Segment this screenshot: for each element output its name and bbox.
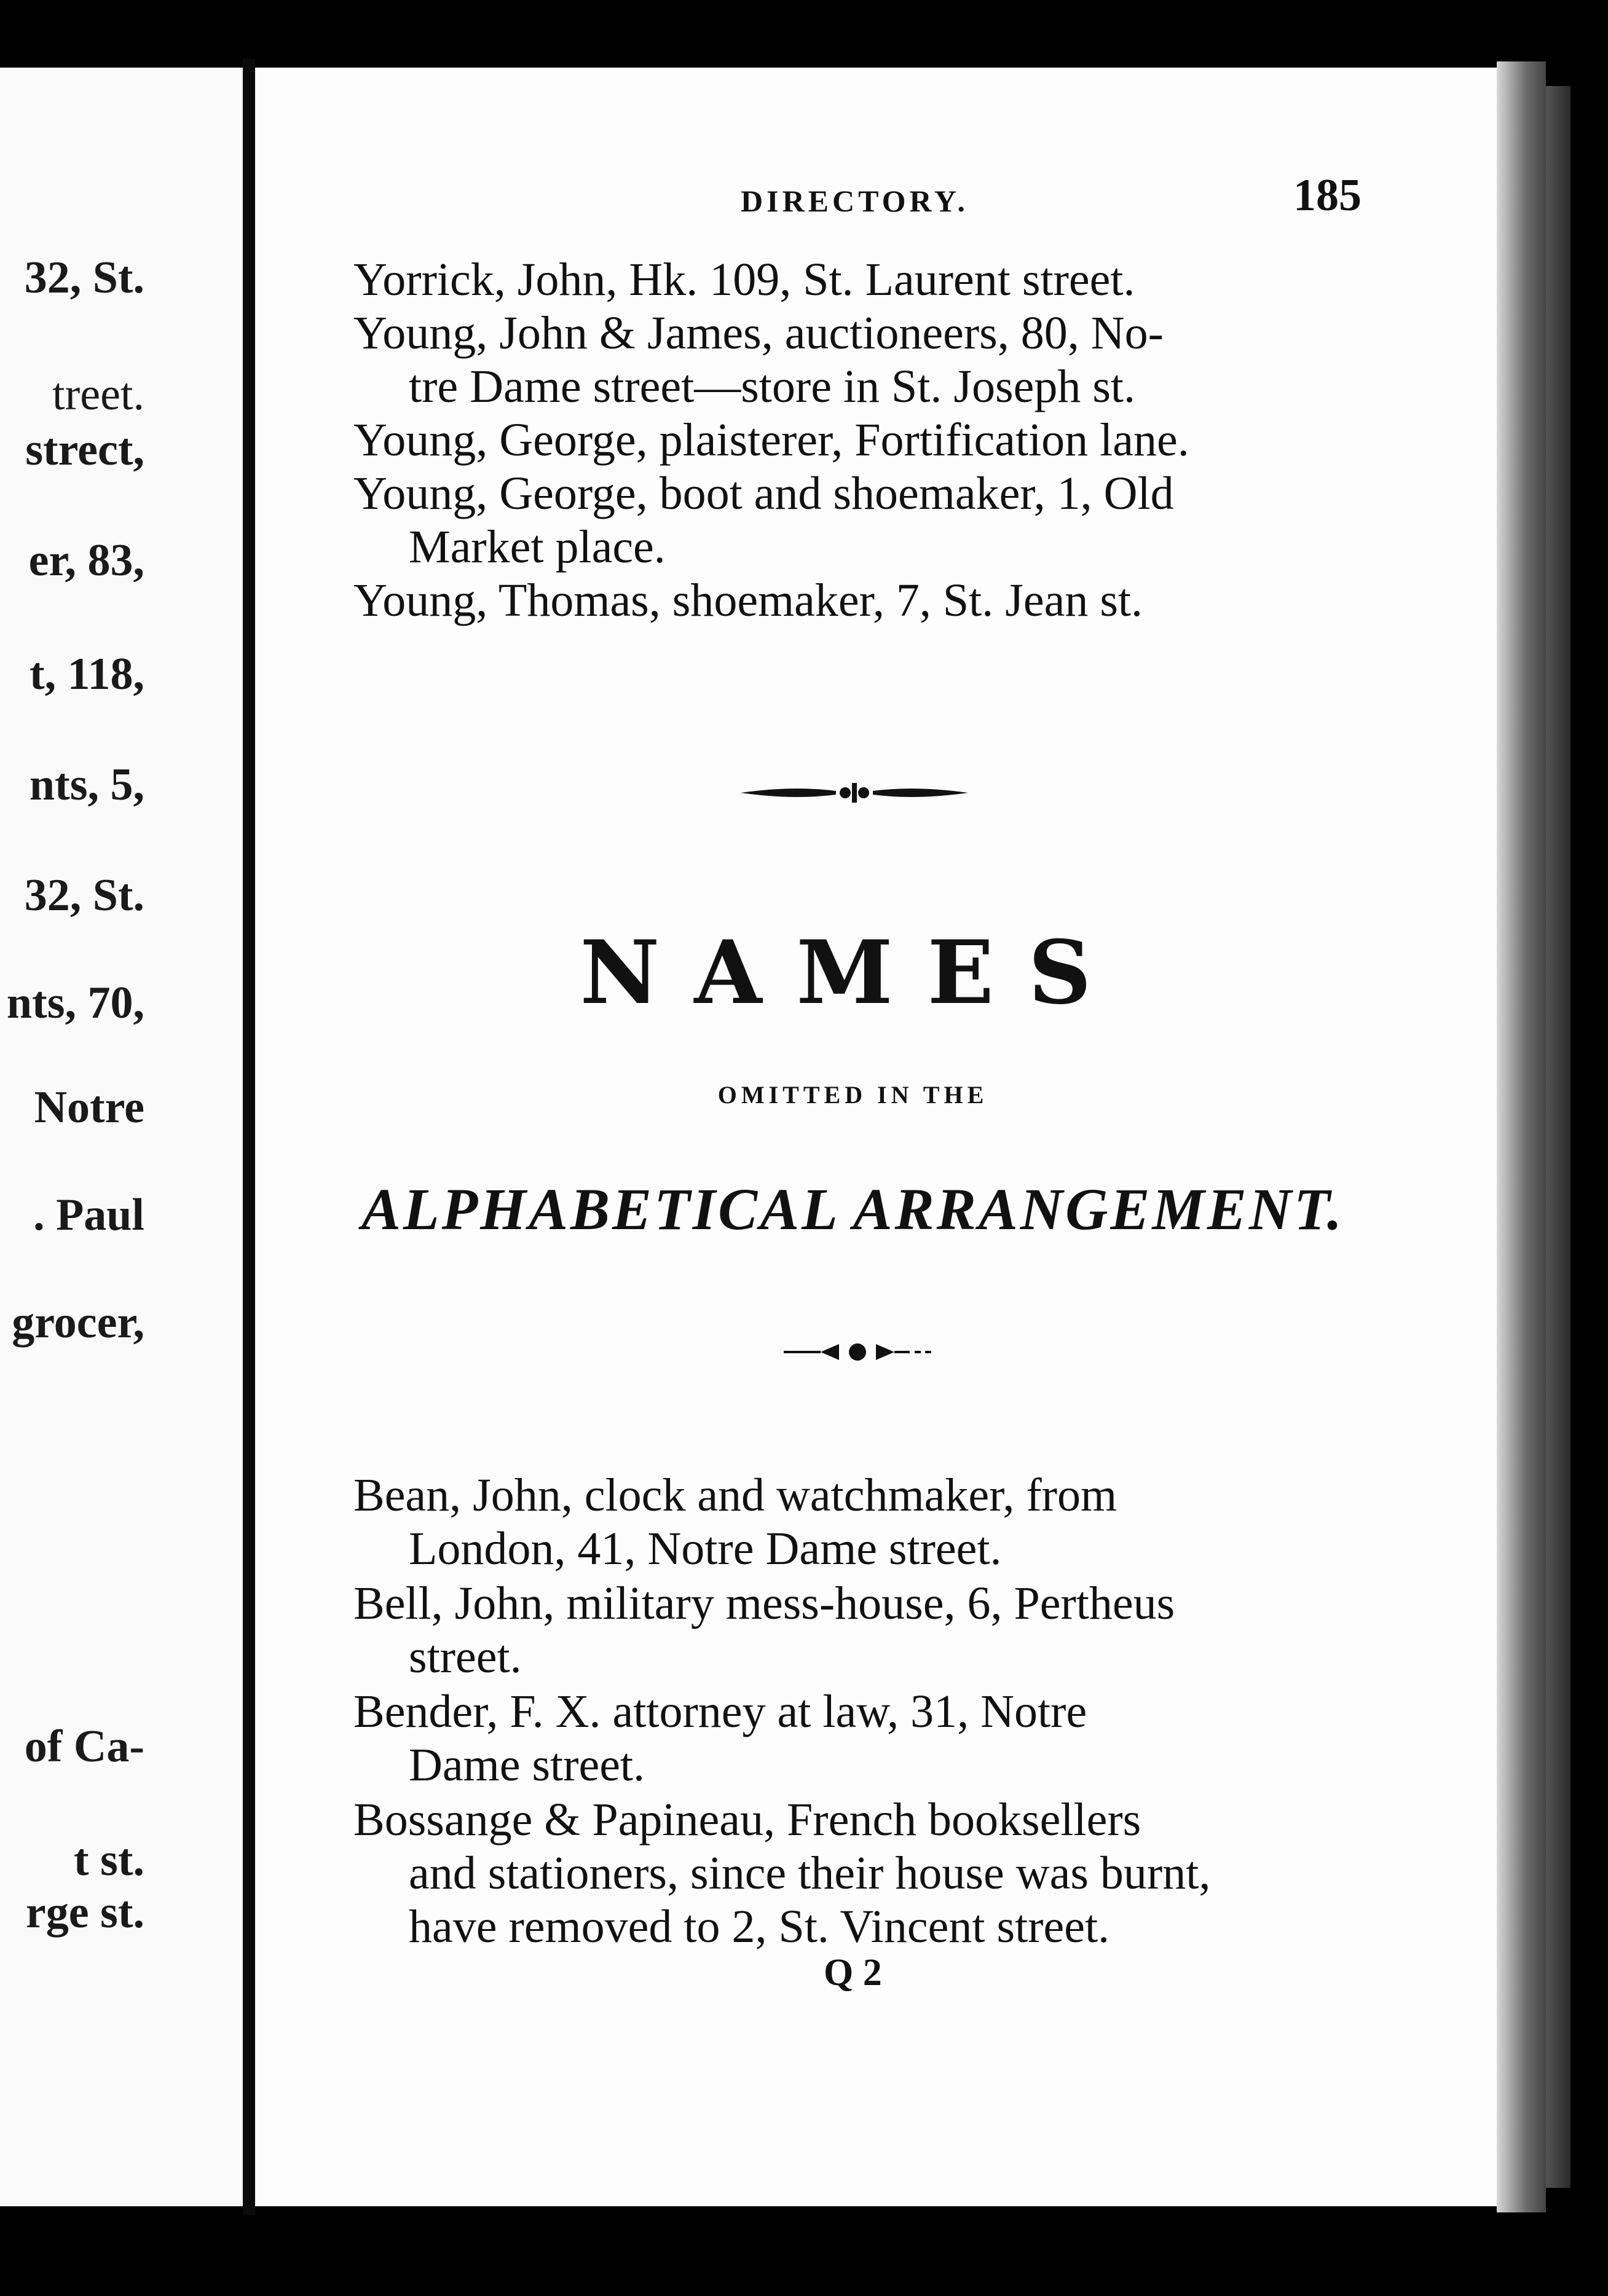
left-page-fragment xyxy=(0,68,243,2206)
directory-entry xyxy=(353,253,1352,307)
entry-line: Young, George, boot and shoemaker, 1, Old xyxy=(353,468,1174,519)
left-fragment: 32, St. xyxy=(24,870,144,921)
signature-mark: Q 2 xyxy=(824,1952,882,1994)
left-fragment: er, 83, xyxy=(28,535,144,586)
entry-line: Bossange & Papineau, French booksellers xyxy=(353,1794,1141,1846)
left-fragment: grocer, xyxy=(12,1297,144,1348)
left-fragment: rge st. xyxy=(25,1887,144,1938)
directory-entry xyxy=(353,1469,1352,1576)
ornament-rule-top xyxy=(738,774,971,811)
left-fragment: nts, 70, xyxy=(6,978,144,1028)
entry-line: Young, George, plaisterer, Fortification lane. xyxy=(353,414,1189,466)
directory-entry xyxy=(353,467,1352,574)
directory-entry xyxy=(353,1577,1352,1684)
page-number: 185 xyxy=(1293,170,1362,221)
entry-line: Young, John & James, auctioneers, 80, No- xyxy=(353,307,1164,359)
page-edges xyxy=(1497,61,1546,2212)
section-heading: ALPHABETICAL ARRANGEMENT. xyxy=(361,1176,1344,1242)
entry-line: Yorrick, John, Hk. 109, St. Laurent street. xyxy=(353,254,1135,305)
entry-line: have removed to 2, St. Vincent street. xyxy=(409,1901,1110,1952)
entry-line: and stationers, since their house was burnt, xyxy=(409,1847,1211,1899)
entry-line: tre Dame street—store in St. Joseph st. xyxy=(409,361,1136,412)
page-header xyxy=(464,152,1362,226)
entry-line: Dame street. xyxy=(409,1739,645,1791)
entry-line: Young, Thomas, shoemaker, 7, St. Jean st. xyxy=(353,575,1143,626)
left-fragment: t st. xyxy=(73,1835,144,1885)
directory-entry xyxy=(353,414,1352,467)
left-fragment: strect, xyxy=(25,425,144,475)
book-cover-edge xyxy=(1546,86,1571,2188)
running-head: DIRECTORY. xyxy=(741,184,969,218)
section-subtitle: OMITTED IN THE xyxy=(717,1081,988,1109)
entry-line: Market place. xyxy=(409,521,666,573)
left-fragment: of Ca- xyxy=(24,1721,144,1772)
entry-line: Bell, John, military mess-house, 6, Pertheus xyxy=(353,1578,1175,1629)
left-fragment: Notre xyxy=(34,1082,144,1133)
book-gutter xyxy=(243,58,255,2215)
entry-line: London, 41, Notre Dame street. xyxy=(409,1523,1002,1575)
entry-line: Bender, F. X. attorney at law, 31, Notre xyxy=(353,1686,1087,1737)
directory-entry xyxy=(353,574,1352,627)
section-title: NAMES xyxy=(580,922,1126,1024)
entry-line: street. xyxy=(409,1631,522,1683)
ornament-rule-bottom xyxy=(781,1337,934,1367)
directory-entry xyxy=(353,1685,1352,1792)
directory-entry xyxy=(353,307,1352,414)
left-fragment: t, 118, xyxy=(29,649,144,699)
left-fragment: . Paul xyxy=(33,1190,144,1240)
left-fragment: nts, 5, xyxy=(29,760,144,810)
entry-line: Bean, John, clock and watchmaker, from xyxy=(353,1469,1117,1521)
left-fragment: 32, St. xyxy=(24,253,144,303)
directory-entry xyxy=(353,1793,1352,1954)
left-fragment: treet. xyxy=(52,369,144,420)
